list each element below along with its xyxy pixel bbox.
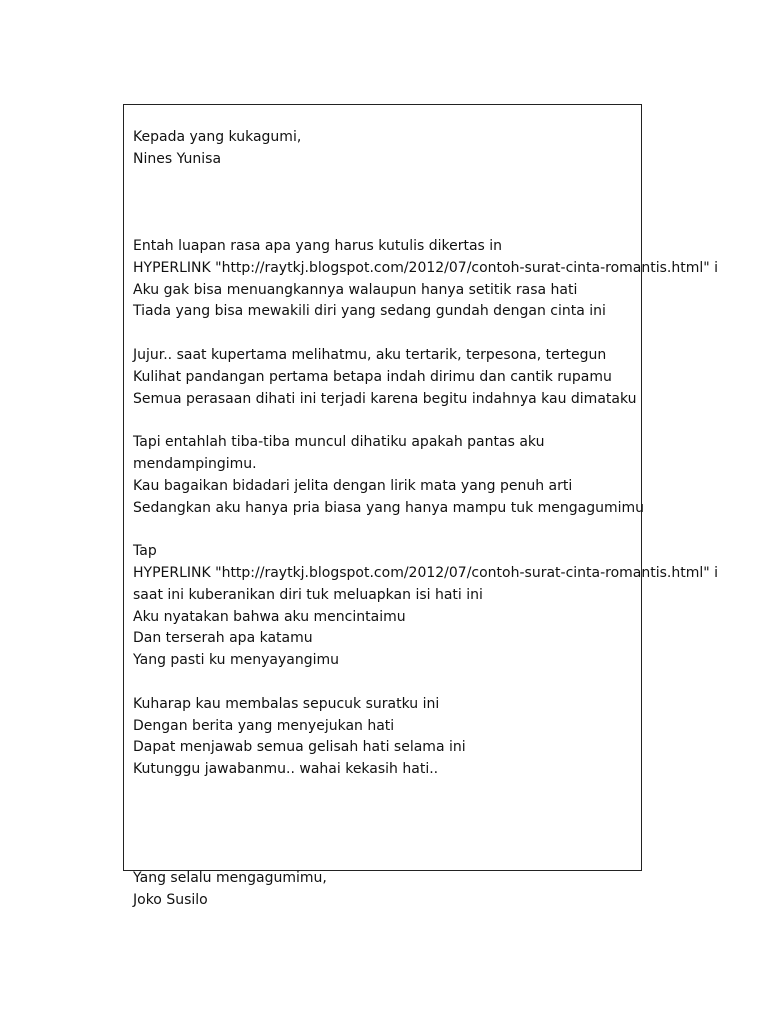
paragraph-4 (133, 541, 768, 672)
letter-line: Aku gak bisa menuangkannya walaupun hanya setitik rasa hati (133, 281, 578, 298)
hyperlink-field-code: HYPERLINK "http://raytkj.blogspot.com/2012/07/contoh-surat-cinta-romantis.html" i (133, 259, 719, 276)
paragraph-5 (133, 694, 768, 781)
letter-line: Entah luapan rasa apa yang harus kutulis dikertas in (133, 237, 503, 254)
letter-line: Semua perasaan dihati ini terjadi karena begitu indahnya kau dimataku (133, 390, 637, 407)
letter-line: Sedangkan aku hanya pria biasa yang hanya mampu tuk mengagumimu (133, 499, 645, 516)
letter-line: Dan terserah apa katamu (133, 630, 313, 647)
signoff: Yang selalu mengagumimu, (133, 870, 327, 887)
letter-line: Tapi entahlah tiba-tiba muncul dihatiku apakah pantas aku (133, 434, 545, 451)
letter-line: Dapat menjawab semua gelisah hati selama ini (133, 739, 466, 756)
salutation: Kepada yang kukagumi, (133, 129, 302, 145)
letter-line: Kau bagaikan bidadari jelita dengan lirik mata yang penuh arti (133, 477, 573, 494)
letter-line: mendampingimu. (133, 455, 257, 472)
letter-line: Kuharap kau membalas sepucuk suratku ini (133, 695, 440, 712)
letter-line: Aku nyatakan bahwa aku mencintaimu (133, 608, 406, 625)
letter-line: Tap (133, 543, 157, 560)
letter-line: Jujur.. saat kupertama melihatmu, aku tertarik, terpesona, tertegun (133, 346, 607, 363)
hyperlink-field-code: HYPERLINK "http://raytkj.blogspot.com/2012/07/contoh-surat-cinta-romantis.html" i (133, 564, 719, 581)
paragraph-3 (133, 432, 768, 519)
recipient-name: Nines Yunisa (133, 150, 222, 167)
letter-line: Dengan berita yang menyejukan hati (133, 717, 395, 734)
letter-line: Tiada yang bisa mewakili diri yang sedang gundah dengan cinta ini (133, 303, 606, 320)
letter-line: saat ini kuberanikan diri tuk meluapkan isi hati ini (133, 586, 483, 603)
paragraph-2 (133, 345, 768, 410)
letter-line: Yang pasti ku menyayangimu (133, 652, 340, 669)
letter-body (133, 127, 768, 912)
letter-line: Kulihat pandangan pertama betapa indah dirimu dan cantik rupamu (133, 368, 612, 385)
letter-line: Kutunggu jawabanmu.. wahai kekasih hati.. (133, 761, 439, 778)
sender-name: Joko Susilo (133, 891, 208, 908)
paragraph-1 (133, 236, 768, 323)
